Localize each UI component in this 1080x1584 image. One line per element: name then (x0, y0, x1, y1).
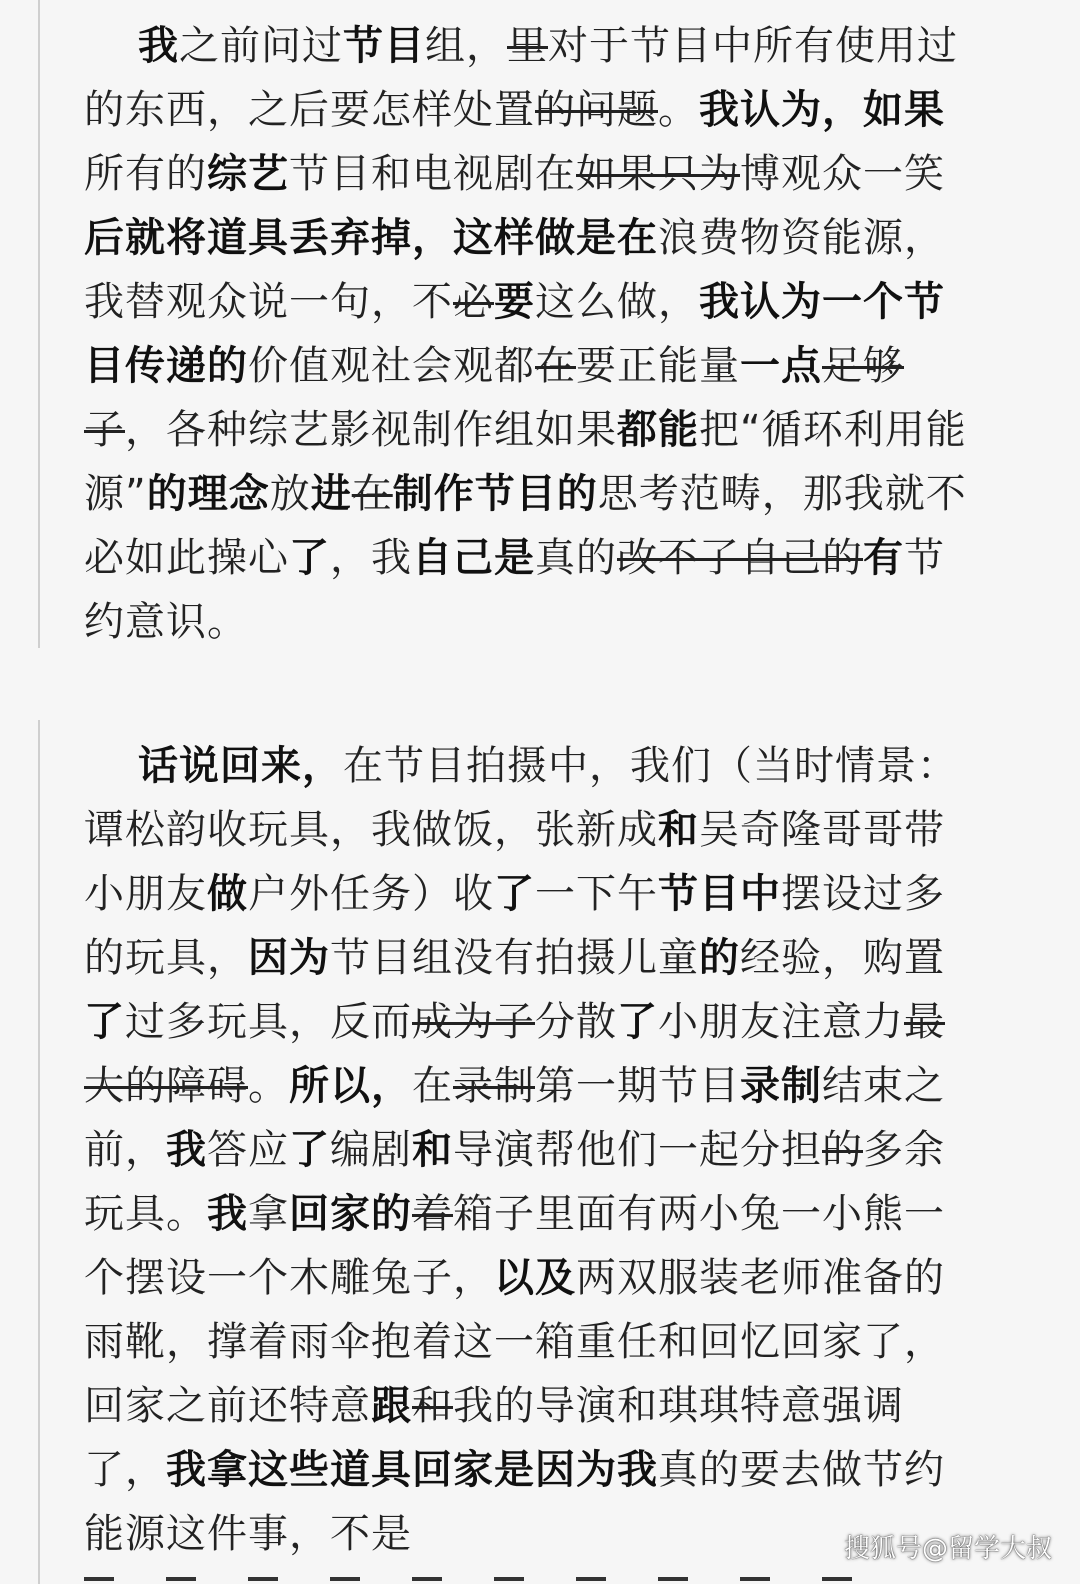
bold-text-segment: 我拿这些道具回家是因为我 (166, 1447, 658, 1493)
left-margin-rule (38, 720, 40, 1584)
text-segment: 户外任务）收 (248, 871, 494, 917)
bold-text-segment: 以及 (494, 1255, 576, 1301)
text-segment: 我的导演和琪琪特意强调了， (84, 1383, 904, 1493)
source-watermark: 搜狐号@留学大叔 (843, 1534, 1052, 1564)
struck-text-segment: 改不了自己的 (617, 535, 863, 581)
cut-off-text-line (84, 1566, 964, 1584)
text-segment: 放 (269, 471, 311, 517)
text-segment: 所有的 (84, 151, 207, 197)
struck-text-segment: 在 (535, 343, 576, 389)
bold-text-segment: 要 (494, 279, 535, 325)
bold-text-segment: 所以， (289, 1063, 412, 1109)
text-segment: 博观众一笑 (740, 151, 945, 197)
struck-text-segment: 录制 (453, 1063, 535, 1109)
bold-text-segment: 我认为一个节目传递的 (84, 279, 945, 389)
bold-text-segment: 一点 (740, 343, 822, 389)
text-segment: 之前问过 (179, 23, 343, 69)
text-segment: 组， (425, 23, 507, 69)
text-segment: 摆设过多的玩具， (84, 871, 945, 981)
text-segment: 小朋友注意力 (658, 999, 904, 1045)
bold-text-segment: 制作节目的 (392, 471, 598, 517)
text-segment: 导演帮他们一起分担 (453, 1127, 822, 1173)
bold-text-segment: 录制 (740, 1063, 822, 1109)
text-segment: 编剧 (330, 1127, 412, 1173)
text-segment: 这么做， (535, 279, 699, 325)
bold-text-segment: 和 (412, 1127, 453, 1173)
bold-text-segment: 了 (289, 1127, 330, 1173)
bold-text-segment: 的理念 (146, 471, 270, 517)
struck-text-segment: 最大的障碍 (84, 999, 945, 1109)
text-segment: 拿 (248, 1191, 289, 1237)
struck-text-segment: 的 (822, 1127, 863, 1173)
text-segment: 过多玩具，反而 (125, 999, 412, 1045)
text-segment: ，各种综艺影视制作组如果 (125, 407, 617, 453)
text-segment: 吴奇隆哥哥带小朋友 (84, 807, 945, 917)
struck-text-segment: 成为子 (412, 999, 535, 1045)
text-segment: 一下午 (535, 871, 658, 917)
struck-text-segment: 和 (412, 1383, 453, 1429)
bold-text-segment: 有 (863, 535, 904, 581)
bold-text-segment: 我 (207, 1191, 248, 1237)
struck-text-segment: 足够子 (84, 343, 904, 453)
bold-text-segment: 因为 (248, 935, 330, 981)
left-margin-rule (38, 0, 40, 648)
text-segment: 在节目拍摄中，我们（当时情景：谭松韵收玩具，我做饭，张新成 (84, 743, 958, 853)
bold-text-segment: 自己是 (412, 535, 535, 581)
text-segment: ，我 (330, 535, 412, 581)
text-segment: 把“循环利用能源” (84, 407, 967, 517)
text-segment: 两双服装老师准备的雨靴，撑着雨伞抱着这一箱重任和回忆回家了，回家之前还特意 (84, 1255, 945, 1429)
bold-text-segment: 我 (138, 23, 179, 69)
struck-text-segment: 里 (507, 23, 548, 69)
text-segment: 在 (412, 1063, 453, 1109)
text-segment: 箱子里面有两小兔一小熊一个摆设一个木雕兔子， (84, 1191, 945, 1301)
bold-text-segment: 我认为，如果 (699, 87, 945, 133)
bold-text-segment: 回家的 (289, 1191, 412, 1237)
bold-text-segment: 进 (310, 471, 352, 517)
bold-text-segment: 跟 (371, 1383, 412, 1429)
bold-text-segment: 话说回来， (138, 743, 343, 789)
bold-text-segment: 和 (658, 807, 699, 853)
bold-text-segment: 的 (699, 935, 740, 981)
text-segment: 经验，购置 (740, 935, 945, 981)
text-segment: 答应 (207, 1127, 289, 1173)
bold-text-segment: 了 (617, 999, 658, 1045)
bold-text-segment: 了 (494, 871, 535, 917)
text-segment: 对于节目中所有使用过的东西，之后要怎样处置 (84, 23, 958, 133)
paragraph-1 (84, 14, 968, 654)
text-segment: 分散 (535, 999, 617, 1045)
text-segment: 节目组没有拍摄儿童 (330, 935, 699, 981)
text-segment: 节目和电视剧在 (289, 151, 576, 197)
text-segment: 要正能量 (576, 343, 740, 389)
text-segment: 思考范畴，那我就不必如此操心 (84, 471, 967, 581)
bold-text-segment: 了 (84, 999, 125, 1045)
struck-text-segment: 的问题 (535, 87, 658, 133)
text-segment: 。 (658, 87, 699, 133)
bold-text-segment: 综艺 (207, 151, 289, 197)
struck-text-segment: 着 (412, 1191, 453, 1237)
bold-text-segment: 都能 (617, 407, 699, 453)
bold-text-segment: 我 (166, 1127, 207, 1173)
bold-text-segment: 后就将道具丢弃掉，这样做是在 (84, 215, 658, 261)
text-segment: 结束之前， (84, 1063, 945, 1173)
bold-text-segment: 做 (207, 871, 248, 917)
text-segment: 第一期节目 (535, 1063, 740, 1109)
struck-text-segment: 必 (453, 279, 494, 325)
bold-text-segment: 了 (289, 535, 330, 581)
text-segment: 。 (248, 1063, 289, 1109)
text-segment: 真的 (535, 535, 617, 581)
struck-text-segment: 如果只为 (576, 151, 740, 197)
struck-text-segment: 在 (351, 471, 393, 517)
text-segment: 浪费物资能源，我替观众说一句，不 (84, 215, 945, 325)
bold-text-segment: 节目中 (658, 871, 781, 917)
text-segment: 多余玩具。 (84, 1127, 945, 1237)
paragraph-2 (84, 734, 968, 1566)
text-segment: 真的要去做节约能源这件事，不是 (84, 1447, 945, 1557)
text-segment: 价值观社会观都 (248, 343, 535, 389)
text-segment: 节约意识。 (84, 535, 945, 645)
bold-text-segment: 节目 (343, 23, 425, 69)
